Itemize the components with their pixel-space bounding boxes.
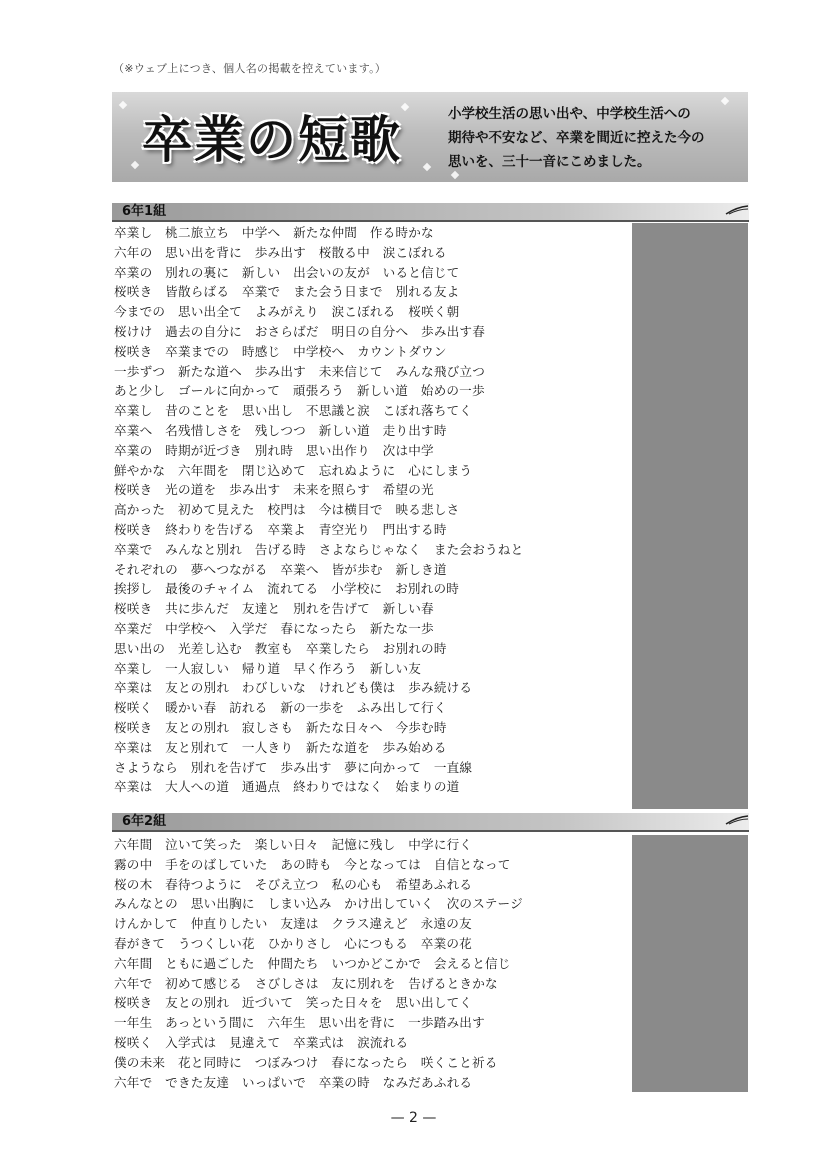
poem-line: けんかして 仲直りしたい 友達は クラス違えど 永遠の友 [114,916,472,932]
swoosh-icon [725,815,749,825]
poem-line: 思い出の 光差し込む 教室も 卒業したら お別れの時 [114,640,447,656]
poem-line: 六年間 泣いて笑った 楽しい日々 記憶に残し 中学に行く [114,837,473,852]
poem-line: 桜咲き 卒業までの 時感じ 中学校へ カウントダウン [114,343,447,359]
class-section-6-1 [112,203,749,811]
section-label: 6年1組 [122,204,167,219]
section-label: 6年2組 [122,814,167,829]
poem-line: それぞれの 夢へつながる 卒業へ 皆が歩む 新しき道 [114,561,447,577]
poem-line: 卒業の 時期が近づき 別れ時 思い出作り 次は中学 [114,442,434,458]
poem-line: 卒業し 一人寂しい 帰り道 早く作ろう 新しい友 [114,660,422,676]
poem-line: 六年の 思い出を背に 歩み出す 桜散る中 涙こぼれる [114,244,447,260]
section-header [112,813,749,832]
section-header [112,203,749,222]
description-line: 思いを、三十一音にこめました。 [448,154,651,170]
description-line: 期待や不安など、卒業を間近に控えた今の [448,130,705,146]
class-section-6-2 [112,813,749,1093]
poem-line: 鮮やかな 六年間を 閉じ込めて 忘れぬように 心にしまう [114,462,473,478]
poem-line: 桜咲き 皆散らばる 卒業で また会う日まで 別れる友よ [114,284,460,300]
poem-line: 卒業で みんなと別れ 告げる時 さよならじゃなく また会おうねと [114,541,524,557]
banner-title: 卒業の短歌 [142,110,402,169]
poem-line: 桜咲き 友との別れ 近づいて 笑った日々を 思い出してく [114,995,473,1011]
poem-line: 一歩ずつ 新たな道へ 歩み出す 未来信じて みんな飛び立つ [114,363,486,379]
poem-line: 卒業へ 名残惜しさを 残しつつ 新しい道 走り出す時 [114,422,447,438]
poem-line: 僕の未来 花と同時に つぼみつけ 春になったら 咲くこと祈る [114,1054,498,1070]
side-panel [632,223,748,809]
poem-line: 六年で 初めて感じる さびしさは 友に別れを 告げるときかな [114,975,498,991]
poem-line: 高かった 初めて見えた 校門は 今は横目で 映る悲しさ [114,502,460,518]
poem-line: 卒業は 大人への道 通過点 終わりではなく 始まりの道 [114,779,460,795]
poem-line: 卒業は 友と別れて 一人きり 新たな道を 歩み始める [114,739,447,755]
page-number: — 2 — [390,1110,437,1126]
sparkle-icon [119,101,127,109]
poem-line: 桜咲く 暖かい春 訪れる 新の一歩を ふみ出して行く [114,700,447,716]
poem-line: 今までの 思い出全て よみがえり 涙こぼれる 桜咲く朝 [114,304,460,320]
poem-line: 卒業の 別れの裏に 新しい 出会いの友が いると信じて [114,264,460,280]
poem-line: 桜咲き 共に歩んだ 友達と 別れを告げて 新しい春 [114,601,434,617]
poem-line: 桜咲き 終わりを告げる 卒業よ 青空光り 門出する時 [114,521,447,537]
poem-line: 卒業し 昔のことを 思い出し 不思議と涙 こぼれ落ちてく [114,403,473,419]
sparkle-icon [401,103,409,111]
sparkle-icon [423,163,431,171]
poem-line: 桜咲き 光の道を 歩み出す 未来を照らす 希望の光 [114,482,434,498]
poem-line: 一年生 あっという間に 六年生 思い出を背に 一歩踏み出す [114,1015,485,1031]
privacy-notice: （※ウェブ上につき、個人名の掲載を控えています。） [113,62,387,75]
poem-line: 桜咲き 友との別れ 寂しさも 新たな日々へ 今歩む時 [114,719,447,735]
poem-list [114,223,629,797]
poem-line: 六年で できた友達 いっぱいで 卒業の時 なみだあふれる [114,1074,473,1090]
poem-list [114,835,629,1092]
side-panel [632,835,748,1092]
description-line: 小学校生活の思い出や、中学校生活への [448,106,691,122]
poem-line: 挨拶し 最後のチャイム 流れてる 小学校に お別れの時 [114,581,460,597]
poem-line: 卒業は 友との別れ わびしいな けれども僕は 歩み続ける [114,680,473,696]
poem-line: 卒業だ 中学校へ 入学だ 春になったら 新たな一歩 [114,620,434,636]
swoosh-icon [725,205,749,215]
poem-line: 桜けけ 過去の自分に おさらばだ 明日の自分へ 歩み出す春 [114,323,486,339]
poem-line: さようなら 別れを告げて 歩み出す 夢に向かって 一直線 [114,759,473,775]
poem-line: 霧の中 手をのばしていた あの時も 今となっては 自信となって [114,856,511,872]
poem-line: みんなとの 思い出胸に しまい込み かけ出していく 次のステージ [114,896,523,912]
poem-line: 桜咲く 入学式は 見違えて 卒業式は 涙流れる [114,1034,409,1050]
poem-line: 六年間 ともに過ごした 仲間たち いつかどこかで 会えると信じ [114,955,511,971]
sparkle-icon [131,161,139,169]
poem-line: 桜の木 春待つように そびえ立つ 私の心も 希望あふれる [114,876,473,892]
poem-line: あと少し ゴールに向かって 頑張ろう 新しい道 始めの一歩 [114,383,485,399]
title-banner [112,92,748,182]
banner-description [448,102,744,174]
poem-line: 卒業し 桃二旅立ち 中学へ 新たな仲間 作る時かな [114,225,434,240]
poem-line: 春がきて うつくしい花 ひかりさし 心につもる 卒業の花 [114,935,472,951]
